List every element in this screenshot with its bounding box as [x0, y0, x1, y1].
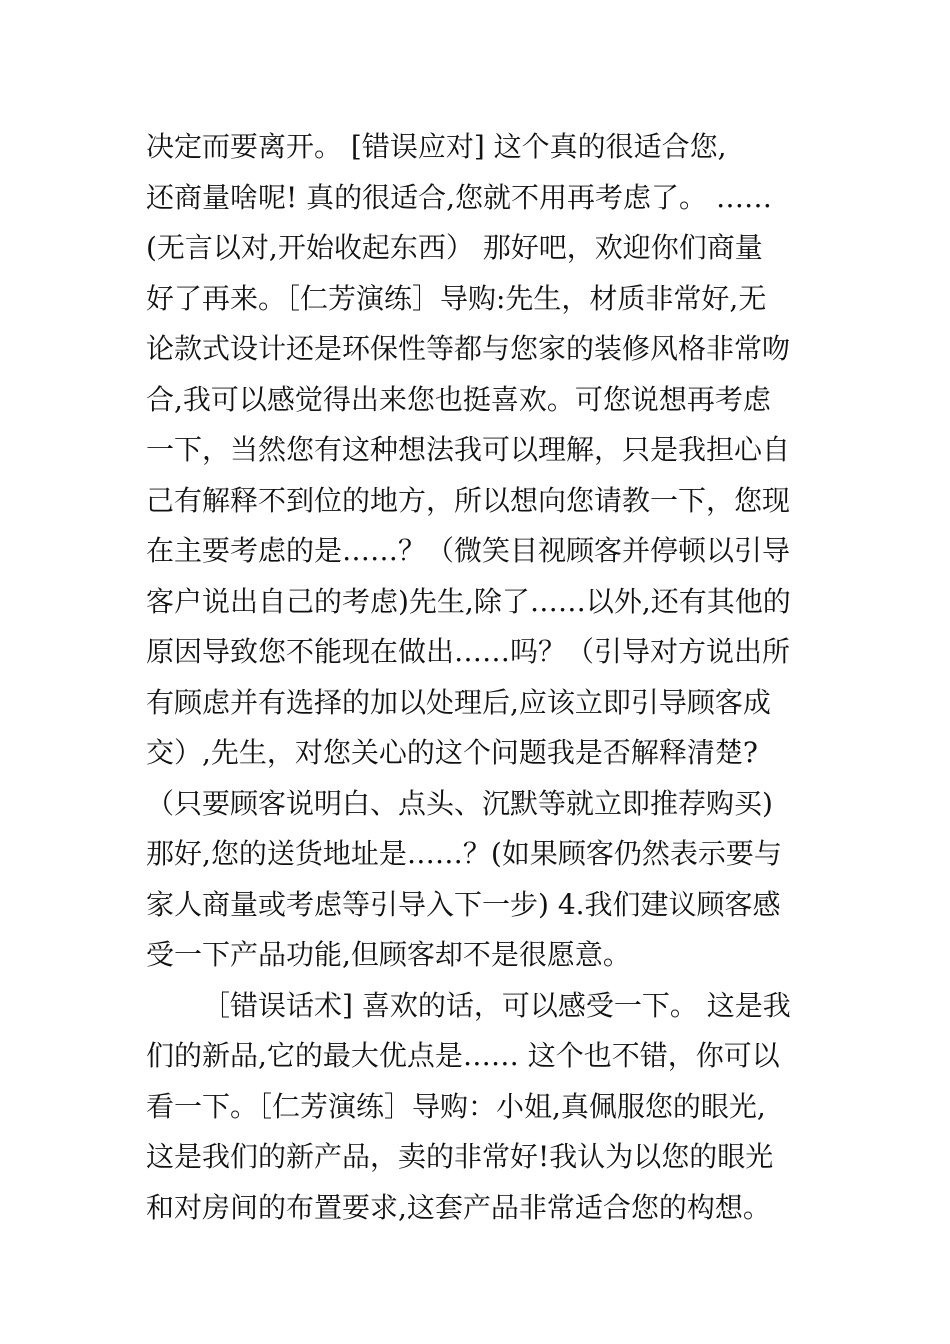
text-line: (无言以对,开始收起东西） 那好吧，欢迎你们商量 — [146, 231, 763, 264]
text-line-indented — [146, 981, 810, 1032]
text-line: 家人商量或考虑等引导入下一步) 4.我们建议顾客感 — [146, 887, 781, 921]
text-line: 好了再来。［仁芳演练］导购:先生，材质非常好,无 — [146, 281, 767, 315]
paragraph-1 — [146, 122, 810, 981]
text-line-content: ［错误话术] 喜欢的话，可以感受一下。 这是我 — [202, 988, 791, 1022]
text-line: 有顾虑并有选择的加以处理后,应该立即引导顾客成 — [146, 685, 771, 719]
text-line: （只要顾客说明白、点头、沉默等就立即推荐购买) — [146, 786, 773, 820]
text-line: 还商量啥呢! 真的很适合,您就不用再考虑了。 …… — [146, 180, 772, 214]
text-line: 决定而要离开。 [错误应对] 这个真的很适合您, — [146, 130, 727, 163]
text-line: 客户说出自己的考虑)先生,除了……以外,还有其他的 — [146, 584, 791, 618]
text-line: 一下，当然您有这种想法我可以理解，只是我担心自 — [146, 433, 791, 466]
paragraph-2 — [146, 981, 810, 1234]
text-line: 和对房间的布置要求,这套产品非常适合您的构想。 — [146, 1190, 771, 1224]
text-line: 那好,您的送货地址是……？(如果顾客仍然表示要与 — [146, 837, 782, 870]
text-line: 原因导致您不能现在做出……吗？（引导对方说出所 — [146, 635, 791, 668]
text-line: 己有解释不到位的地方，所以想向您请教一下，您现 — [146, 483, 791, 517]
text-line: 们的新品,它的最大优点是…… 这个也不错，你可以 — [146, 1039, 780, 1072]
text-line: 在主要考虑的是……？（微笑目视顾客并停顿以引导 — [146, 534, 791, 567]
text-line: 论款式设计还是环保性等都与您家的装修风格非常吻 — [146, 332, 791, 365]
text-line: 受一下产品功能,但顾客却不是很愿意。 — [146, 938, 631, 971]
text-line: 合,我可以感觉得出来您也挺喜欢。可您说想再考虑 — [146, 382, 771, 416]
text-line: 交）,先生，对您关心的这个问题我是否解释清楚? — [146, 736, 758, 769]
text-line: 看一下。［仁芳演练］导购：小姐,真佩服您的眼光, — [146, 1089, 766, 1123]
body-text — [146, 122, 810, 1233]
text-line: 这是我们的新产品，卖的非常好!我认为以您的眼光 — [146, 1140, 774, 1173]
